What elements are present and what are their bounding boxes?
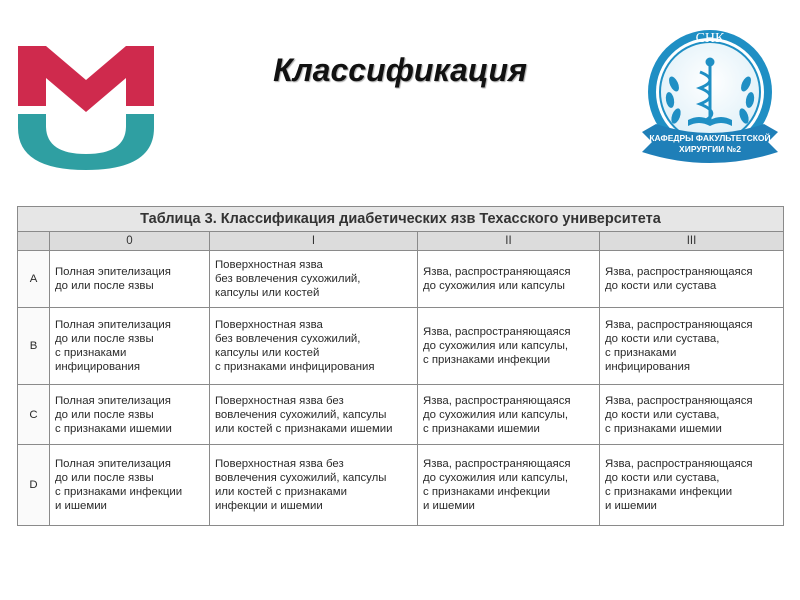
- emblem-ribbon-line1: КАФЕДРЫ ФАКУЛЬТЕТСКОЙ: [649, 133, 771, 143]
- cell-line: инфекции и ишемии: [215, 500, 323, 512]
- cell-line: до кости или сустава,: [605, 472, 720, 484]
- cell-line: до кости или сустава: [605, 280, 717, 292]
- table-row: [18, 251, 784, 308]
- column-header: 0: [50, 232, 210, 251]
- table-cell: [418, 308, 600, 385]
- cell-line: капсулы или костей: [215, 287, 320, 299]
- cell-line: и ишемии: [605, 500, 657, 512]
- table-cell: [418, 385, 600, 445]
- column-header: III: [600, 232, 784, 251]
- m-letter-logo: [16, 30, 156, 170]
- cell-line: Полная эпителизация: [55, 394, 171, 407]
- classification-table: [17, 206, 784, 526]
- cell-line: Язва, распространяющаяся: [605, 394, 753, 407]
- cell-line: до или после язвы: [55, 280, 154, 292]
- table-cell: [50, 445, 210, 526]
- table-cell: [210, 251, 418, 308]
- cell-line: Язва, распространяющаяся: [423, 394, 571, 407]
- cell-line: вовлечения сухожилий, капсулы: [215, 472, 387, 484]
- cell-line: Поверхностная язва: [215, 259, 323, 271]
- cell-line: Язва, распространяющаяся: [605, 319, 753, 331]
- cell-line: с признаками инфекции: [605, 486, 733, 498]
- cell-line: инфицирования: [605, 361, 691, 373]
- cell-line: и ишемии: [55, 500, 107, 512]
- cell-line: или костей с признаками: [215, 486, 347, 498]
- cell-line: или костей с признаками ишемии: [215, 422, 393, 435]
- cell-line: Поверхностная язва без: [215, 394, 344, 407]
- cell-line: капсулы или костей: [215, 347, 320, 359]
- column-header: [18, 232, 50, 251]
- table-cell: [600, 445, 784, 526]
- cell-line: Язва, распространяющаяся: [423, 458, 571, 470]
- cell-line: с признаками инфекции: [55, 486, 183, 498]
- table-cell: [50, 308, 210, 385]
- emblem-ribbon-line2: ХИРУРГИИ №2: [679, 144, 741, 154]
- table-cell: [600, 385, 784, 445]
- table-row: [18, 385, 784, 445]
- column-header: I: [210, 232, 418, 251]
- cell-line: до или после язвы: [55, 472, 154, 484]
- logo-m-top-icon: [18, 46, 154, 112]
- table-cell: [210, 308, 418, 385]
- cell-line: до сухожилия или капсулы: [423, 280, 565, 292]
- cell-line: без вовлечения сухожилий,: [215, 333, 361, 345]
- table-cell: [50, 385, 210, 445]
- page-title: Классификация: [273, 52, 527, 88]
- cell-line: и ишемии: [423, 500, 475, 512]
- table-caption: Таблица 3. Классификация диабетических язв Техасского университета: [18, 207, 784, 232]
- cell-line: с признаками ишемии: [55, 422, 172, 435]
- cell-line: инфицирования: [55, 361, 141, 373]
- cell-line: до кости или сустава,: [605, 408, 720, 421]
- table-header-row: [18, 232, 784, 251]
- cell-line: Поверхностная язва: [215, 319, 323, 331]
- cell-line: с признаками инфекции: [423, 354, 551, 366]
- table-cell: [210, 385, 418, 445]
- cell-line: Полная эпителизация: [55, 319, 171, 331]
- cell-line: с признаками инфицирования: [215, 361, 375, 373]
- logo-u-bottom-icon: [18, 114, 154, 170]
- table-body: [18, 251, 784, 526]
- row-label: A: [18, 251, 50, 308]
- cell-line: до или после язвы: [55, 333, 154, 345]
- cell-line: до сухожилия или капсулы,: [423, 408, 569, 421]
- cell-line: с признаками: [605, 347, 677, 359]
- cell-line: Язва, распространяющаяся: [423, 266, 571, 278]
- row-label: D: [18, 445, 50, 526]
- cell-line: до сухожилия или капсулы,: [423, 472, 569, 484]
- table-row: [18, 308, 784, 385]
- cell-line: вовлечения сухожилий, капсулы: [215, 408, 387, 421]
- row-label: C: [18, 385, 50, 445]
- cell-line: Язва, распространяющаяся: [605, 266, 753, 278]
- cell-line: Полная эпителизация: [55, 266, 171, 278]
- cell-line: Язва, распространяющаяся: [605, 458, 753, 470]
- cell-line: до кости или сустава,: [605, 333, 720, 345]
- cell-line: с признаками инфекции: [423, 486, 551, 498]
- row-label: B: [18, 308, 50, 385]
- column-header: II: [418, 232, 600, 251]
- cell-line: Поверхностная язва без: [215, 458, 344, 470]
- cell-line: Язва, распространяющаяся: [423, 326, 571, 338]
- table-cell: [600, 308, 784, 385]
- table-cell: [210, 445, 418, 526]
- emblem-top-text: СНК: [695, 31, 725, 46]
- cell-line: с признаками: [55, 347, 127, 359]
- cell-line: без вовлечения сухожилий,: [215, 273, 361, 285]
- table-cell: [600, 251, 784, 308]
- table-cell: [50, 251, 210, 308]
- cell-line: Полная эпителизация: [55, 458, 171, 470]
- table-cell: [418, 445, 600, 526]
- cell-line: с признаками ишемии: [605, 422, 722, 435]
- caduceus-emblem: [636, 24, 784, 172]
- cell-line: с признаками ишемии: [423, 422, 540, 435]
- cell-line: до сухожилия или капсулы,: [423, 340, 569, 352]
- table-row: [18, 445, 784, 526]
- cell-line: до или после язвы: [55, 408, 154, 421]
- classification-table-container: [17, 206, 783, 526]
- table-cell: [418, 251, 600, 308]
